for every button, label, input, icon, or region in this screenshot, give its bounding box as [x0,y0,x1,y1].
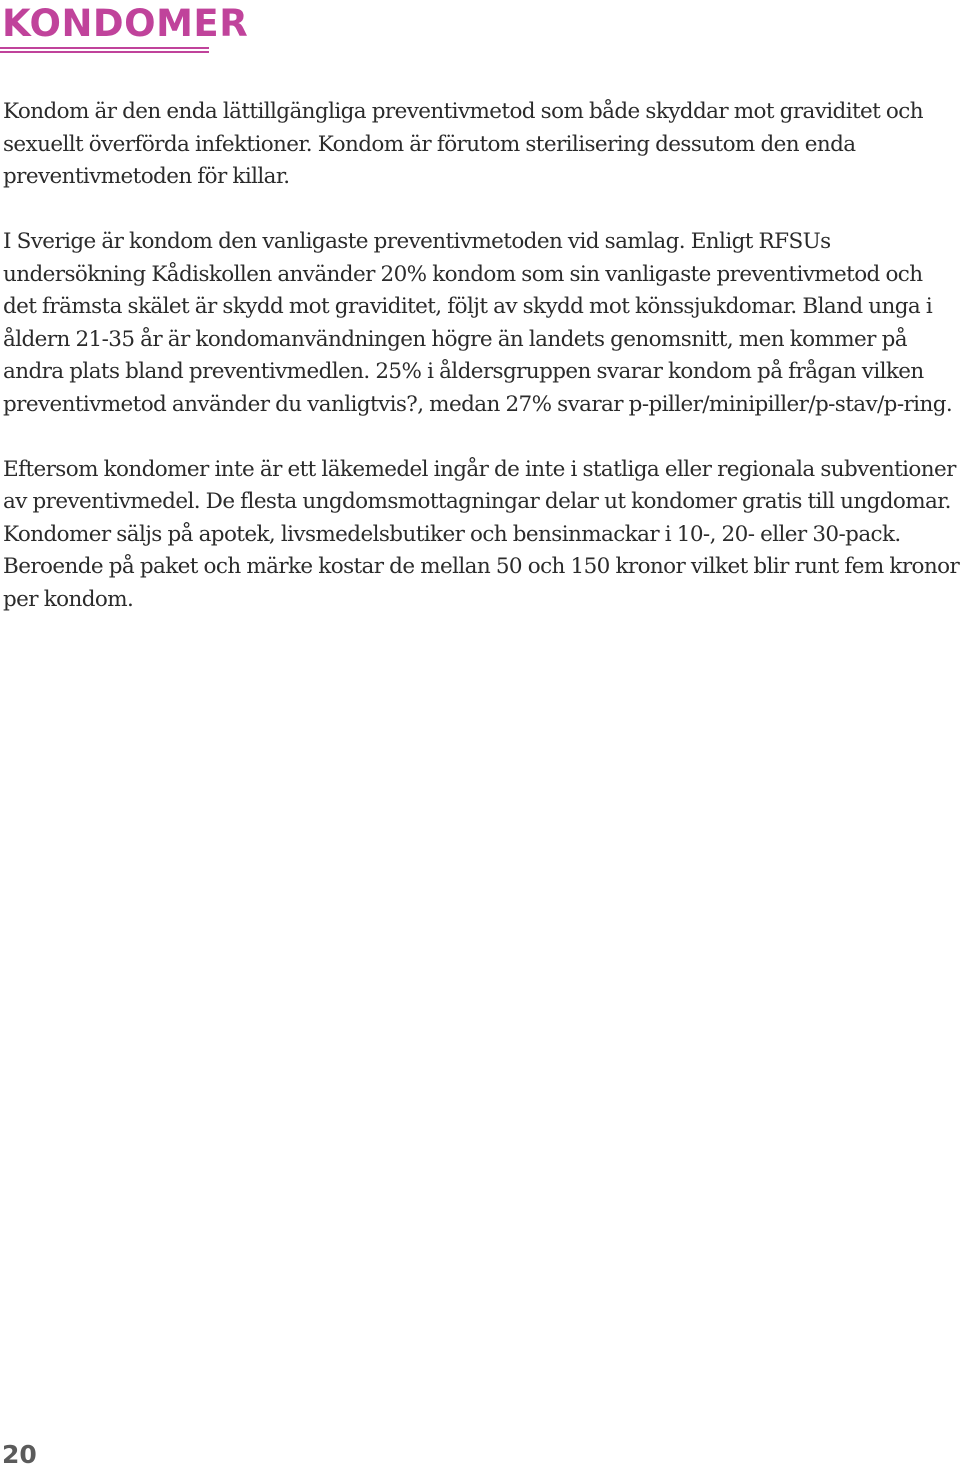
title-underline-second [0,51,209,53]
page-title: KONDOMER [2,2,249,45]
page-header [0,2,248,53]
page-number: 20 [2,1440,37,1469]
body-text [3,96,960,649]
paragraph-intro: Kondom är den enda lättillgängliga preventivmetod som både skyddar mot graviditet och sexuellt överförda infektioner. Kondom är förutom sterilisering dessutom den enda preventivmetoden för killar. [3,99,923,189]
title-underline [0,47,209,49]
paragraph-usage: I Sverige är kondom den vanligaste preventivmetoden vid samlag. Enligt RFSUs undersökning Kådiskollen använder 20% kondom som sin vanligaste preventivmetod och det främsta skälet är skydd mot graviditet, följt av skydd mot könssjukdomar. Bland unga i åldern 21-35 år är kondomanvändningen högre än landets genomsnitt, men kommer på andra plats bland preventivmedlen. 25% i åldersgruppen svarar kondom på frågan vilken preventivmetod använder du vanligtvis?, medan 27% svarar p-piller/minipiller/p-stav/p-ring. [3,229,953,417]
paragraph-cost: Eftersom kondomer inte är ett läkemedel ingår de inte i statliga eller regionala subventioner av preventivmedel. De flesta ungdomsmottagningar delar ut kondomer gratis till ungdomar. Kondomer säljs på apotek, livsmedelsbutiker och bensinmackar i 10-, 20- eller 30-pack. Beroende på paket och märke kostar de mellan 50 och 150 kronor vilket blir runt fem kronor per kondom. [3,456,960,612]
